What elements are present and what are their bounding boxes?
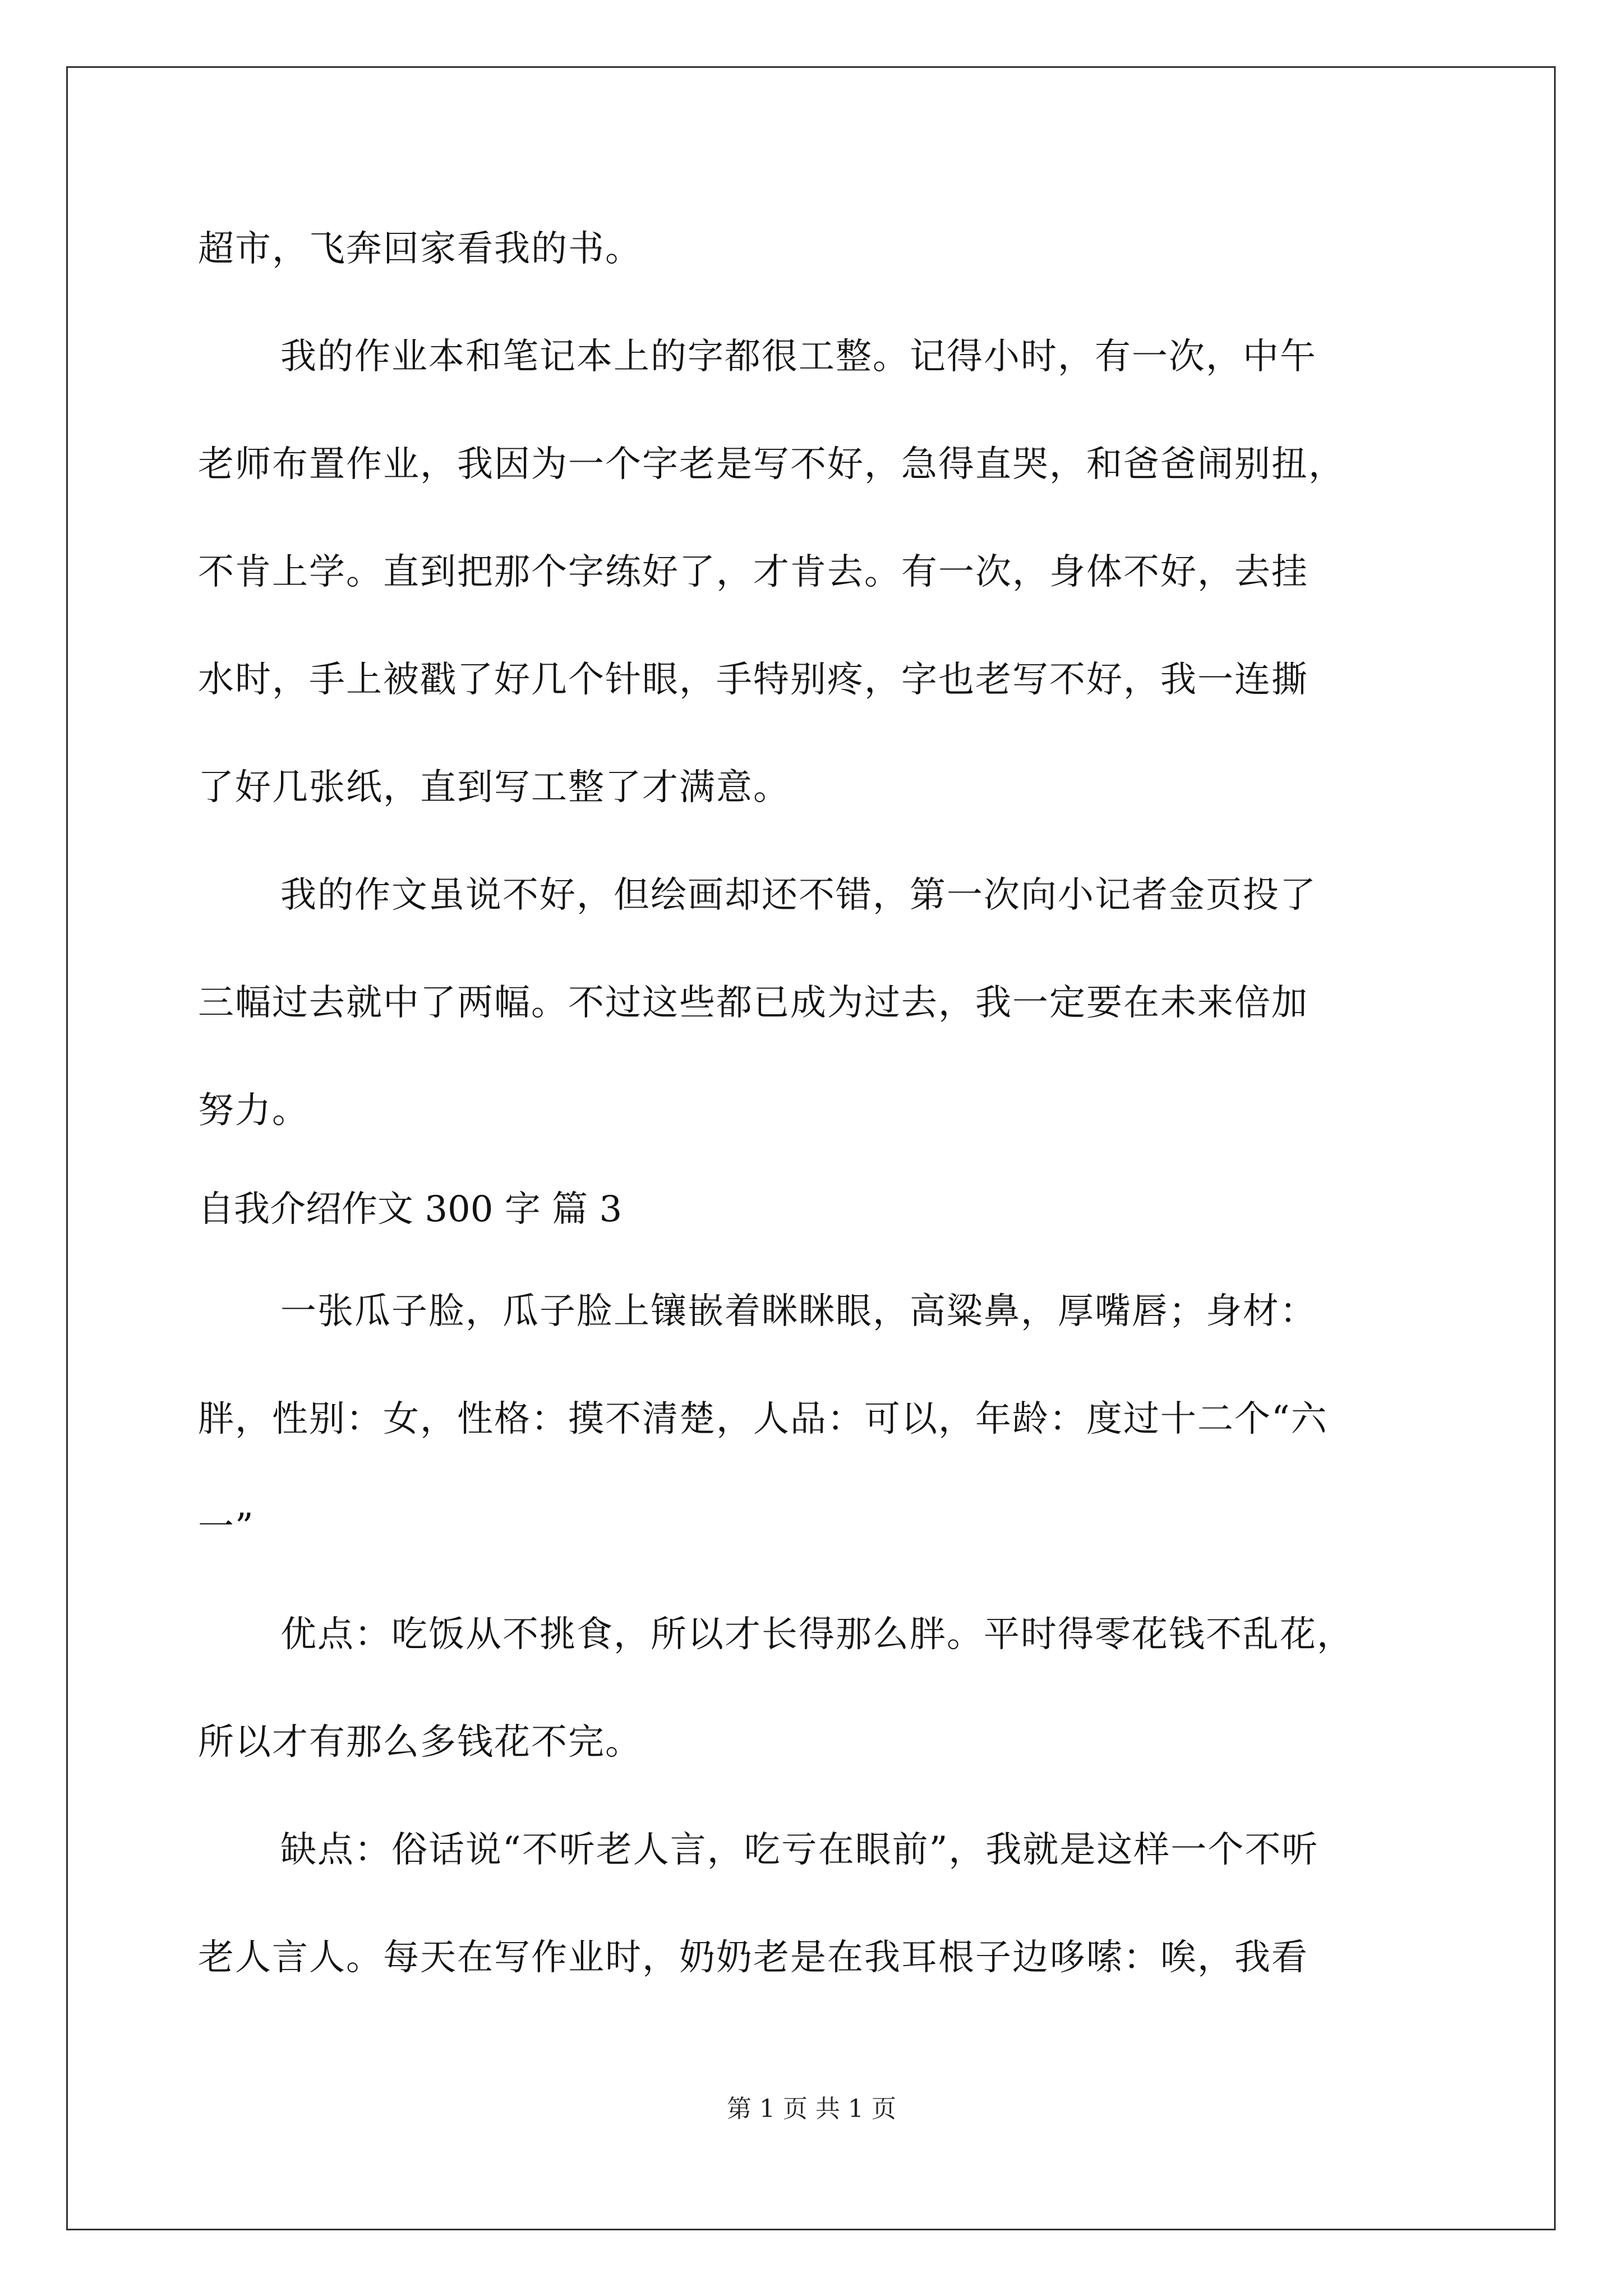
text-line: 老师布置作业，我因为一个字老是写不好，急得直哭，和爸爸闹别扭， [198,444,1345,485]
text-line: 超市，飞奔回家看我的书。 [198,228,642,270]
paragraph-first-line: 优点：吃饭从不挑食，所以才长得那么胖。平时得零花钱不乱花， [280,1614,1354,1655]
text-line: 所以才有那么多钱花不完。 [198,1722,642,1763]
section-heading: 自我介绍作文 300 字 篇 3 [198,1189,623,1230]
page-number: 第 1 页 共 1 页 [727,2095,896,2123]
text-line: 老人言人。每天在写作业时，奶奶老是在我耳根子边哆嗦：唉，我看 [198,1937,1308,1978]
text-line: 了好几张纸，直到写工整了才满意。 [198,767,790,808]
text-line: 一” [198,1506,255,1548]
paragraph-first-line: 缺点：俗话说“不听老人言，吃亏在眼前”，我就是这样一个不听 [280,1829,1319,1871]
paragraph-first-line: 一张瓜子脸，瓜子脸上镶嵌着眯眯眼，高粱鼻，厚嘴唇；身材： [280,1291,1317,1332]
text-line: 不肯上学。直到把那个字练好了，才肯去。有一次，身体不好，去挂 [198,551,1308,593]
paragraph-first-line: 我的作文虽说不好，但绘画却还不错，第一次向小记者金页投了 [280,875,1317,916]
text-line: 水时，手上被戳了好几个针眼，手特别疼，字也老写不好，我一连撕 [198,659,1308,701]
paragraph-first-line: 我的作业本和笔记本上的字都很工整。记得小时，有一次，中午 [280,336,1317,378]
text-line: 努力。 [198,1090,309,1131]
page-border [66,66,1556,2230]
text-line: 三幅过去就中了两幅。不过这些都已成为过去，我一定要在未来倍加 [198,982,1308,1024]
text-line: 胖，性别：女，性格：摸不清楚，人品：可以，年龄：度过十二个“六 [198,1398,1328,1440]
